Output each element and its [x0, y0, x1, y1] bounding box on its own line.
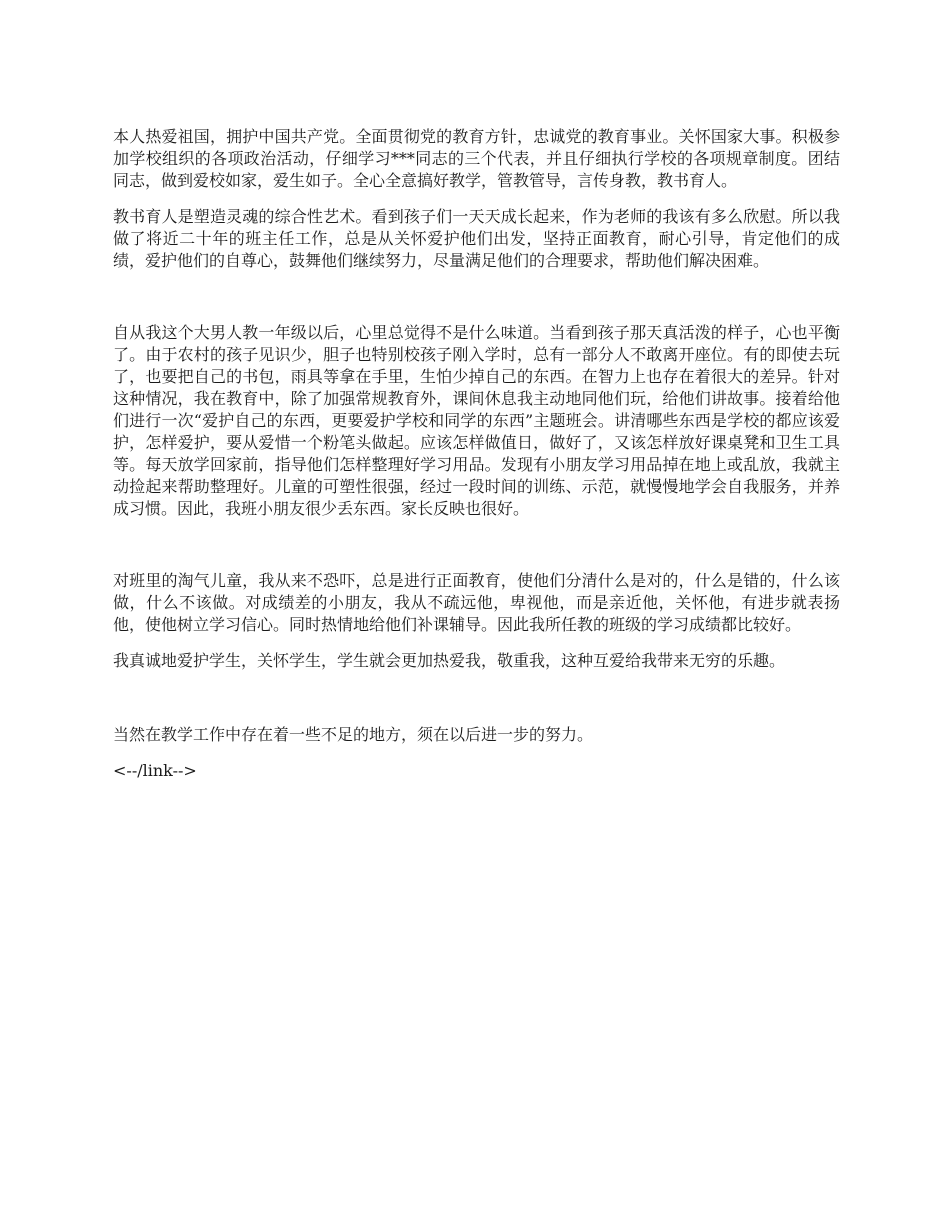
paragraph-3: 自从我这个大男人教一年级以后，心里总觉得不是什么味道。当看到孩子那天真活泼的样子，心也平衡了。由于农村的孩子见识少，胆子也特别校孩子刚入学时，总有一部分人不敢离开座位。有的即使去玩了，也要把自己的书包，雨具等拿在手里，生怕少掉自己的东西。在智力上也存在着很大的差异。针对这种情况，我在教育中，除了加强常规教育外，课间休息我主动地同他们玩，给他们讲故事。接着给他们进行一次“爱护自己的东西，更要爱护学校和同学的东西”主题班会。讲清哪些东西是学校的都应该爱护，怎样爱护，要从爱惜一个粉笔头做起。应该怎样做值日，做好了，又该怎样放好课桌凳和卫生工具等。每天放学回家前，指导他们怎样整理好学习用品。发现有小朋友学习用品掉在地上或乱放，我就主动捡起来帮助整理好。儿童的可塑性很强，经过一段时间的训练、示范，就慢慢地学会自我服务，并养成习惯。因此，我班小朋友很少丢东西。家长反映也很好。 — [113, 323, 840, 518]
paragraph-6: 当然在教学工作中存在着一些不足的地方，须在以后进一步的努力。 — [113, 725, 594, 744]
paragraph-2: 教书育人是塑造灵魂的综合性艺术。看到孩子们一天天成长起来，作为老师的我该有多么欣慰。所以我做了将近二十年的班主任工作，总是从关怀爱护他们出发，坚持正面教育，耐心引导，肯定他们的成绩，爱护他们的自尊心，鼓舞他们继续努力，尽量满足他们的合理要求，帮助他们解决困难。 — [113, 207, 840, 270]
document-body — [113, 126, 840, 782]
paragraph-4: 对班里的淘气儿童，我从来不恐吓，总是进行正面教育，使他们分清什么是对的，什么是错的，什么该做，什么不该做。对成绩差的小朋友，我从不疏远他，卑视他，而是亲近他，关怀他，有进步就表扬他，使他树立学习信心。同时热情地给他们补课辅导。因此我所任教的班级的学习成绩都比较好。 — [113, 571, 840, 634]
paragraph-1: 本人热爱祖国，拥护中国共产党。全面贯彻党的教育方针，忠诚党的教育事业。关怀国家大事。积极参加学校组织的各项政治活动，仔细学习***同志的三个代表，并且仔细执行学校的各项规章制度。团结同志，做到爱校如家，爱生如子。全心全意搞好教学，管教管导，言传身教，教书育人。 — [113, 127, 840, 190]
link-comment-text: <--/link--> — [113, 761, 197, 780]
paragraph-5: 我真诚地爱护学生，关怀学生，学生就会更加热爱我，敬重我，这种互爱给我带来无穷的乐趣。 — [113, 651, 786, 670]
